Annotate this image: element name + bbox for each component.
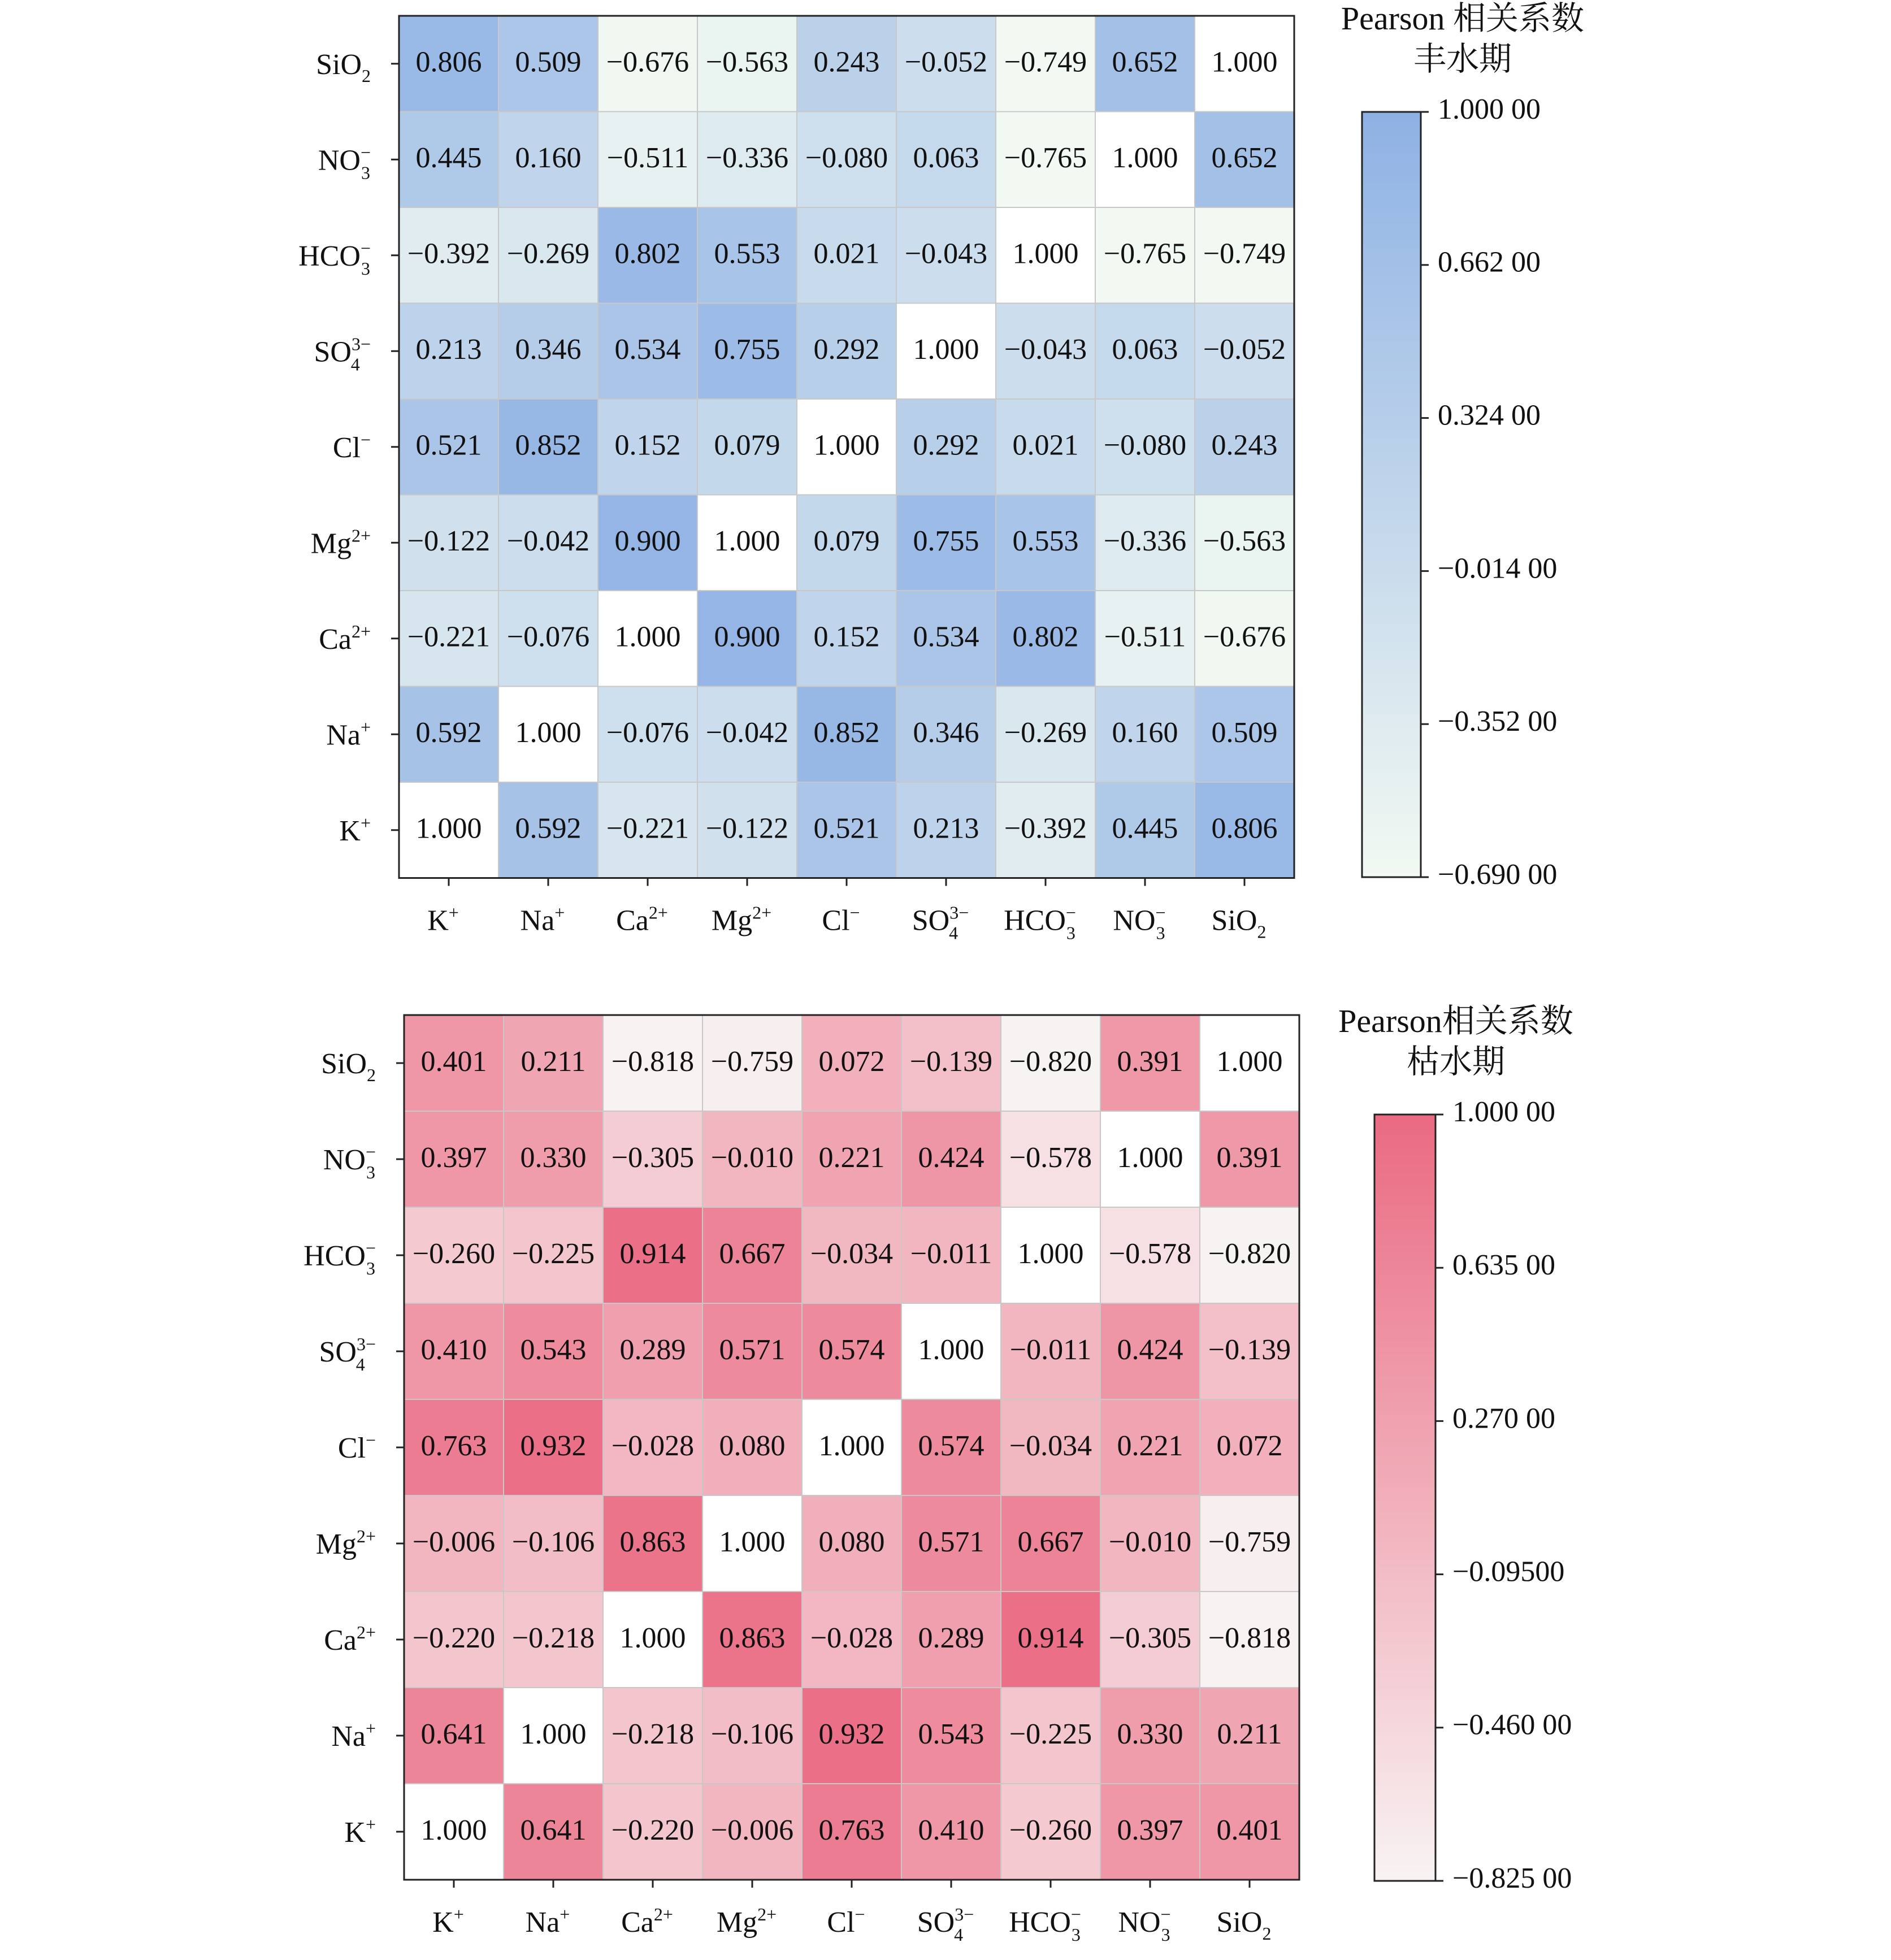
- dry-x-label-7-base: NO: [1118, 1906, 1161, 1939]
- wet-colorbar-tick-label-0: 1.000 00: [1438, 93, 1541, 125]
- wet-cell-label-r8-c8: 0.806: [1211, 812, 1278, 845]
- wet-cell-label-r1-c0: 0.445: [415, 142, 482, 175]
- dry-colorbar-title-line-1: 枯水期: [1406, 1043, 1506, 1080]
- wet-colorbar-gradient: [1362, 112, 1421, 877]
- dry-y-label-2-sup: −: [365, 1238, 376, 1258]
- wet-y-label-5-base: Mg: [310, 527, 352, 560]
- dry-cell-label-r0-c4: 0.072: [818, 1045, 885, 1078]
- dry-cell-label-r8-c6: −0.260: [1009, 1814, 1092, 1846]
- dry-cell-label-r7-c8: 0.211: [1217, 1718, 1282, 1750]
- dry-cell-label-r4-c0: 0.763: [420, 1429, 487, 1462]
- wet-y-label-1-base: NO: [318, 144, 361, 177]
- dry-x-label-6-base: HCO: [1009, 1906, 1071, 1939]
- wet-cell-label-r4-c8: 0.243: [1211, 429, 1278, 462]
- dry-cell-label-r6-c3: 0.863: [719, 1621, 786, 1654]
- wet-cell-label-r5-c7: −0.336: [1103, 525, 1187, 558]
- wet-cell-label-r7-c3: −0.042: [705, 717, 789, 749]
- wet-cell-label-r5-c2: 0.900: [614, 525, 681, 558]
- dry-x-label-5-sup: 3−: [955, 1904, 974, 1924]
- dry-cell-label-r7-c1: 1.000: [520, 1718, 587, 1750]
- wet-x-label-3-sup: 2+: [752, 902, 772, 923]
- dry-cell-label-r4-c2: −0.028: [611, 1429, 695, 1462]
- wet-y-label-7-base: Na: [326, 719, 361, 752]
- dry-cell-label-r8-c2: −0.220: [611, 1814, 695, 1846]
- wet-x-label-2-base: Ca: [616, 904, 649, 937]
- wet-cell-label-r1-c3: −0.336: [705, 142, 789, 175]
- dry-x-label-7-sub: 3: [1161, 1924, 1170, 1945]
- dry-cell-label-r8-c1: 0.641: [520, 1814, 587, 1846]
- wet-cell-label-r2-c2: 0.802: [614, 237, 681, 270]
- dry-cell-label-r3-c1: 0.543: [520, 1333, 587, 1366]
- dry-cell-label-r7-c4: 0.932: [818, 1718, 885, 1750]
- wet-cell-label-r7-c0: 0.592: [415, 717, 482, 749]
- wet-cell-label-r5-c1: −0.042: [506, 525, 590, 558]
- dry-x-label-4-base: Cl: [827, 1906, 855, 1939]
- dry-cell-label-r3-c0: 0.410: [420, 1333, 487, 1366]
- dry-y-label-4-base: Cl: [337, 1432, 366, 1464]
- dry-cell-label-r8-c7: 0.397: [1117, 1814, 1183, 1846]
- dry-x-label-1-sup: +: [560, 1904, 570, 1924]
- wet-colorbar-tick-label-5: −0.690 00: [1438, 858, 1558, 891]
- wet-cell-label-r8-c0: 1.000: [415, 812, 482, 845]
- wet-cell-label-r2-c1: −0.269: [506, 237, 590, 270]
- dry-y-label-6-sup: 2+: [356, 1622, 376, 1642]
- wet-y-label-0-sub: 2: [362, 65, 371, 86]
- wet-cell-label-r4-c6: 0.021: [1012, 429, 1079, 462]
- wet-cell-label-r2-c3: 0.553: [714, 237, 780, 270]
- wet-cell-label-r3-c4: 0.292: [813, 333, 880, 366]
- dry-cell-label-r5-c8: −0.759: [1208, 1525, 1291, 1558]
- wet-cell-label-r8-c7: 0.445: [1112, 812, 1178, 845]
- dry-colorbar-tick-label-5: −0.825 00: [1452, 1862, 1572, 1894]
- dry-y-label-1-sub: 3: [366, 1162, 375, 1182]
- dry-cell-label-r1-c2: −0.305: [611, 1141, 695, 1174]
- dry-y-label-2-base: HCO: [303, 1240, 366, 1272]
- dry-cell-label-r6-c1: −0.218: [511, 1621, 595, 1654]
- dry-y-label-3-base: SO: [319, 1336, 357, 1368]
- dry-y-label-0-sub: 2: [367, 1065, 376, 1085]
- dry-cell-label-r2-c3: 0.667: [719, 1237, 786, 1270]
- wet-cell-label-r2-c8: −0.749: [1203, 237, 1286, 270]
- wet-y-label-7-sup: +: [360, 717, 371, 738]
- wet-cell-label-r5-c4: 0.079: [813, 525, 880, 558]
- wet-cell-label-r8-c2: −0.221: [606, 812, 689, 845]
- dry-cell-label-r5-c4: 0.080: [818, 1525, 885, 1558]
- dry-cell-label-r6-c8: −0.818: [1208, 1621, 1291, 1654]
- wet-cell-label-r1-c5: 0.063: [913, 142, 979, 175]
- dry-x-label-0-sup: +: [453, 1904, 464, 1924]
- wet-x-label-8-sub: 2: [1257, 921, 1267, 942]
- wet-y-label-1-sup: −: [360, 142, 371, 163]
- wet-cell-label-r8-c6: −0.392: [1004, 812, 1087, 845]
- dry-cell-label-r3-c3: 0.571: [719, 1333, 786, 1366]
- dry-cell-label-r1-c4: 0.221: [818, 1141, 885, 1174]
- dry-colorbar-tick-label-4: −0.460 00: [1452, 1709, 1572, 1741]
- dry-cell-label-r0-c5: −0.139: [909, 1045, 993, 1078]
- dry-cell-label-r6-c2: 1.000: [619, 1621, 686, 1654]
- wet-x-label-7-sup: −: [1155, 902, 1166, 923]
- dry-cell-label-r2-c4: −0.034: [810, 1237, 894, 1270]
- dry-y-label-7-sup: +: [365, 1718, 376, 1738]
- dry-x-label-0-base: K: [432, 1906, 454, 1939]
- dry-cell-label-r0-c8: 1.000: [1216, 1045, 1283, 1078]
- wet-cell-label-r7-c7: 0.160: [1112, 717, 1178, 749]
- dry-cell-label-r5-c1: −0.106: [511, 1525, 595, 1558]
- wet-cell-label-r7-c6: −0.269: [1004, 717, 1087, 749]
- wet-colorbar-title-line-1: 丰水期: [1413, 41, 1512, 77]
- dry-cell-label-r0-c2: −0.818: [611, 1045, 695, 1078]
- wet-y-label-2-base: HCO: [298, 240, 361, 272]
- wet-cell-label-r3-c5: 1.000: [913, 333, 979, 366]
- dry-cell-label-r3-c8: −0.139: [1208, 1333, 1291, 1366]
- dry-cell-label-r0-c7: 0.391: [1117, 1045, 1183, 1078]
- dry-x-label-4-sup: −: [855, 1904, 865, 1924]
- dry-cell-label-r4-c1: 0.932: [520, 1429, 587, 1462]
- wet-y-label-2-sub: 3: [361, 258, 370, 279]
- dry-x-label-2-sup: 2+: [653, 1904, 673, 1924]
- wet-x-label-8-base: SiO: [1211, 904, 1257, 937]
- wet-y-label-3-base: SO: [314, 336, 352, 368]
- dry-x-label-1-base: Na: [525, 1906, 560, 1939]
- wet-cell-label-r1-c1: 0.160: [515, 142, 582, 175]
- wet-cell-label-r3-c6: −0.043: [1004, 333, 1087, 366]
- wet-cell-label-r4-c7: −0.080: [1103, 429, 1187, 462]
- wet-cell-label-r3-c3: 0.755: [714, 333, 780, 366]
- wet-y-label-8-sup: +: [360, 812, 371, 833]
- dry-cell-label-r4-c7: 0.221: [1117, 1429, 1183, 1462]
- wet-x-label-7-base: NO: [1113, 904, 1156, 937]
- dry-cell-label-r3-c2: 0.289: [619, 1333, 686, 1366]
- dry-y-label-8-sup: +: [365, 1814, 376, 1835]
- wet-cell-label-r6-c5: 0.534: [913, 621, 979, 653]
- wet-cell-label-r0-c5: −0.052: [904, 46, 988, 79]
- dry-cell-label-r3-c5: 1.000: [918, 1333, 984, 1366]
- dry-cell-label-r8-c3: −0.006: [710, 1814, 794, 1846]
- wet-cell-label-r5-c5: 0.755: [913, 525, 979, 558]
- dry-cell-label-r5-c7: −0.010: [1108, 1525, 1192, 1558]
- dry-cell-label-r1-c3: −0.010: [710, 1141, 794, 1174]
- wet-cell-label-r6-c0: −0.221: [407, 621, 491, 653]
- wet-x-label-0-base: K: [427, 904, 449, 937]
- dry-colorbar-gradient: [1374, 1115, 1435, 1881]
- wet-cell-label-r7-c2: −0.076: [606, 717, 689, 749]
- wet-x-label-7-sub: 3: [1156, 922, 1165, 943]
- wet-cell-label-r1-c8: 0.652: [1211, 142, 1278, 175]
- dry-cell-label-r0-c1: 0.211: [521, 1045, 586, 1078]
- wet-cell-label-r6-c8: −0.676: [1203, 621, 1286, 653]
- dry-x-label-5-sub: 4: [954, 1924, 964, 1945]
- wet-cell-label-r4-c3: 0.079: [714, 429, 780, 462]
- dry-cell-label-r8-c5: 0.410: [918, 1814, 984, 1846]
- dry-y-label-3-sub: 4: [355, 1354, 365, 1374]
- dry-cell-label-r6-c6: 0.914: [1017, 1621, 1084, 1654]
- dry-cell-label-r6-c7: −0.305: [1108, 1621, 1192, 1654]
- wet-y-label-2-sup: −: [360, 237, 371, 258]
- dry-cell-label-r5-c0: −0.006: [412, 1525, 496, 1558]
- dry-cell-label-r4-c4: 1.000: [818, 1429, 885, 1462]
- wet-cell-label-r5-c6: 0.553: [1012, 525, 1079, 558]
- wet-cell-label-r1-c6: −0.765: [1004, 142, 1087, 175]
- wet-cell-label-r6-c7: −0.511: [1104, 621, 1186, 653]
- dry-cell-label-r5-c3: 1.000: [719, 1525, 786, 1558]
- dry-y-label-0-base: SiO: [321, 1048, 367, 1080]
- dry-y-label-8-base: K: [344, 1816, 366, 1849]
- dry-colorbar-tick-label-3: −0.09500: [1452, 1555, 1565, 1588]
- dry-cell-label-r1-c7: 1.000: [1117, 1141, 1183, 1174]
- dry-cell-label-r6-c5: 0.289: [918, 1621, 984, 1654]
- dry-cell-label-r3-c4: 0.574: [818, 1333, 885, 1366]
- wet-y-label-8-base: K: [339, 814, 361, 847]
- wet-cell-label-r8-c5: 0.213: [913, 812, 979, 845]
- dry-cell-label-r0-c6: −0.820: [1009, 1045, 1092, 1078]
- dry-cell-label-r0-c0: 0.401: [420, 1045, 487, 1078]
- wet-cell-label-r7-c1: 1.000: [515, 717, 582, 749]
- wet-colorbar-tick-label-3: −0.014 00: [1438, 552, 1558, 585]
- wet-cell-label-r5-c8: −0.563: [1203, 525, 1286, 558]
- wet-cell-label-r0-c1: 0.509: [515, 46, 582, 79]
- dry-x-label-6-sub: 3: [1071, 1924, 1081, 1945]
- dry-y-label-1-sup: −: [365, 1142, 376, 1162]
- dry-cell-label-r1-c6: −0.578: [1009, 1141, 1092, 1174]
- dry-cells: [404, 1015, 1299, 1880]
- wet-cell-label-r0-c8: 1.000: [1211, 46, 1278, 79]
- wet-cell-label-r6-c2: 1.000: [614, 621, 681, 653]
- wet-cell-label-r6-c6: 0.802: [1012, 621, 1079, 653]
- wet-y-label-1-sub: 3: [361, 162, 370, 183]
- dry-x-label-2-base: Ca: [621, 1906, 654, 1939]
- wet-cell-label-r5-c0: −0.122: [407, 525, 491, 558]
- wet-cell-label-r3-c0: 0.213: [415, 333, 482, 366]
- dry-y-label-1-base: NO: [323, 1144, 366, 1176]
- dry-cell-label-r1-c8: 0.391: [1216, 1141, 1283, 1174]
- dry-x-label-6-sup: −: [1070, 1904, 1081, 1924]
- wet-cell-label-r8-c4: 0.521: [813, 812, 880, 845]
- wet-cell-label-r2-c7: −0.765: [1103, 237, 1187, 270]
- wet-cell-label-r6-c3: 0.900: [714, 621, 780, 653]
- wet-x-label-5-sup: 3−: [949, 902, 969, 923]
- wet-y-label-3-sup: 3−: [351, 333, 371, 354]
- dry-cell-label-r7-c7: 0.330: [1117, 1718, 1183, 1750]
- dry-cell-label-r8-c0: 1.000: [420, 1814, 487, 1846]
- wet-cell-label-r4-c4: 1.000: [813, 429, 880, 462]
- dry-cell-label-r2-c0: −0.260: [412, 1237, 496, 1270]
- wet-colorbar-title-line-0: Pearson 相关系数: [1341, 0, 1585, 37]
- dry-season-heatmap-panel: [303, 1003, 1573, 1945]
- wet-cell-label-r1-c2: −0.511: [606, 142, 689, 175]
- wet-x-label-4-sup: −: [849, 902, 860, 923]
- wet-cell-label-r7-c5: 0.346: [913, 717, 979, 749]
- wet-y-label-4-base: Cl: [332, 431, 361, 464]
- wet-cell-label-r4-c1: 0.852: [515, 429, 582, 462]
- dry-cell-label-r2-c6: 1.000: [1017, 1237, 1084, 1270]
- dry-cell-label-r7-c6: −0.225: [1009, 1718, 1092, 1750]
- dry-cell-label-r1-c5: 0.424: [918, 1141, 984, 1174]
- wet-cell-label-r5-c3: 1.000: [714, 525, 780, 558]
- wet-cell-label-r2-c4: 0.021: [813, 237, 880, 270]
- dry-colorbar-tick-label-0: 1.000 00: [1452, 1095, 1555, 1128]
- wet-x-label-6-base: HCO: [1004, 904, 1066, 937]
- dry-y-label-7-base: Na: [331, 1720, 366, 1753]
- dry-cell-label-r3-c6: −0.011: [1009, 1333, 1092, 1366]
- dry-x-label-8-sub: 2: [1262, 1923, 1272, 1944]
- wet-x-label-5-sub: 4: [949, 922, 958, 943]
- wet-y-label-4-sup: −: [360, 429, 371, 450]
- wet-y-label-6-base: Ca: [319, 623, 352, 656]
- wet-cell-label-r6-c1: −0.076: [506, 621, 590, 653]
- dry-colorbar-title-line-0: Pearson相关系数: [1338, 1003, 1573, 1039]
- wet-cell-label-r2-c5: −0.043: [904, 237, 988, 270]
- wet-cell-label-r4-c2: 0.152: [614, 429, 681, 462]
- dry-cell-label-r3-c7: 0.424: [1117, 1333, 1183, 1366]
- dry-cell-label-r2-c7: −0.578: [1108, 1237, 1192, 1270]
- dry-cell-label-r5-c6: 0.667: [1017, 1525, 1084, 1558]
- wet-colorbar-tick-label-4: −0.352 00: [1438, 705, 1558, 738]
- dry-y-label-5-sup: 2+: [356, 1526, 376, 1546]
- dry-cell-label-r6-c0: −0.220: [412, 1621, 496, 1654]
- dry-x-label-8-base: SiO: [1216, 1906, 1263, 1939]
- wet-season-heatmap-panel: [298, 0, 1584, 943]
- wet-x-label-1-sup: +: [554, 902, 565, 923]
- dry-y-label-2-sub: 3: [366, 1258, 375, 1278]
- wet-x-label-0-sup: +: [448, 902, 459, 923]
- dry-cell-label-r2-c1: −0.225: [511, 1237, 595, 1270]
- wet-cell-label-r8-c1: 0.592: [515, 812, 582, 845]
- dry-y-label-5-base: Mg: [315, 1528, 357, 1560]
- wet-cell-label-r0-c0: 0.806: [415, 46, 482, 79]
- dry-cell-label-r0-c3: −0.759: [710, 1045, 794, 1078]
- dry-cell-label-r7-c2: −0.218: [611, 1718, 695, 1750]
- wet-cell-label-r4-c5: 0.292: [913, 429, 979, 462]
- wet-x-label-6-sup: −: [1065, 902, 1076, 923]
- wet-colorbar-tick-label-2: 0.324 00: [1438, 399, 1541, 432]
- wet-cell-label-r3-c1: 0.346: [515, 333, 582, 366]
- wet-cell-label-r1-c7: 1.000: [1112, 142, 1178, 175]
- dry-x-label-5-base: SO: [917, 1906, 955, 1939]
- wet-cell-label-r3-c2: 0.534: [614, 333, 681, 366]
- dry-y-label-6-base: Ca: [324, 1624, 357, 1657]
- wet-cell-label-r7-c4: 0.852: [813, 717, 880, 749]
- dry-cell-label-r8-c8: 0.401: [1216, 1814, 1283, 1846]
- wet-cell-label-r0-c2: −0.676: [606, 46, 689, 79]
- dry-cell-label-r7-c0: 0.641: [420, 1718, 487, 1750]
- dry-cell-label-r2-c5: −0.011: [910, 1237, 992, 1270]
- wet-y-label-3-sub: 4: [350, 354, 360, 375]
- dry-cell-label-r7-c5: 0.543: [918, 1718, 984, 1750]
- wet-x-label-4-base: Cl: [822, 904, 850, 937]
- wet-cell-label-r7-c8: 0.509: [1211, 717, 1278, 749]
- dry-cell-label-r5-c5: 0.571: [918, 1525, 984, 1558]
- dry-cell-label-r4-c5: 0.574: [918, 1429, 984, 1462]
- wet-y-label-0-base: SiO: [316, 48, 362, 81]
- dry-cell-label-r4-c6: −0.034: [1009, 1429, 1092, 1462]
- wet-x-label-5-base: SO: [912, 904, 950, 937]
- dry-cell-label-r2-c2: 0.914: [619, 1237, 686, 1270]
- dry-colorbar-tick-label-1: 0.635 00: [1452, 1249, 1555, 1282]
- wet-cells: [399, 16, 1294, 878]
- dry-cell-label-r7-c3: −0.106: [710, 1718, 794, 1750]
- dry-cell-label-r1-c0: 0.397: [420, 1141, 487, 1174]
- dry-cell-label-r1-c1: 0.330: [520, 1141, 587, 1174]
- wet-cell-label-r6-c4: 0.152: [813, 621, 880, 653]
- wet-cell-label-r4-c0: 0.521: [415, 429, 482, 462]
- wet-cell-label-r1-c4: −0.080: [805, 142, 888, 175]
- wet-cell-label-r0-c7: 0.652: [1112, 46, 1178, 79]
- dry-cell-label-r8-c4: 0.763: [818, 1814, 885, 1846]
- wet-cell-label-r2-c0: −0.392: [407, 237, 491, 270]
- dry-x-label-7-sup: −: [1160, 1904, 1171, 1924]
- dry-cell-label-r2-c8: −0.820: [1208, 1237, 1291, 1270]
- dry-y-label-3-sup: 3−: [356, 1334, 376, 1354]
- dry-cell-label-r4-c3: 0.080: [719, 1429, 786, 1462]
- wet-cell-label-r0-c3: −0.563: [705, 46, 789, 79]
- dry-cell-label-r6-c4: −0.028: [810, 1621, 894, 1654]
- dry-cell-label-r5-c2: 0.863: [619, 1525, 686, 1558]
- dry-y-label-4-sup: −: [365, 1430, 376, 1450]
- wet-x-label-6-sub: 3: [1066, 922, 1075, 943]
- wet-cell-label-r3-c8: −0.052: [1203, 333, 1286, 366]
- wet-x-label-1-base: Na: [520, 904, 555, 937]
- dry-colorbar-tick-label-2: 0.270 00: [1452, 1402, 1555, 1435]
- wet-y-label-6-sup: 2+: [351, 621, 371, 641]
- wet-y-label-5-sup: 2+: [351, 525, 371, 546]
- wet-colorbar-tick-label-1: 0.662 00: [1438, 246, 1541, 279]
- dry-x-label-3-sup: 2+: [757, 1904, 777, 1924]
- wet-cell-label-r3-c7: 0.063: [1112, 333, 1178, 366]
- wet-cell-label-r0-c4: 0.243: [813, 46, 880, 79]
- wet-x-label-3-base: Mg: [711, 904, 753, 937]
- wet-cell-label-r2-c6: 1.000: [1012, 237, 1079, 270]
- dry-cell-label-r4-c8: 0.072: [1216, 1429, 1283, 1462]
- wet-x-label-2-sup: 2+: [648, 902, 668, 923]
- wet-cell-label-r0-c6: −0.749: [1004, 46, 1087, 79]
- dry-x-label-3-base: Mg: [716, 1906, 758, 1939]
- wet-cell-label-r8-c3: −0.122: [705, 812, 789, 845]
